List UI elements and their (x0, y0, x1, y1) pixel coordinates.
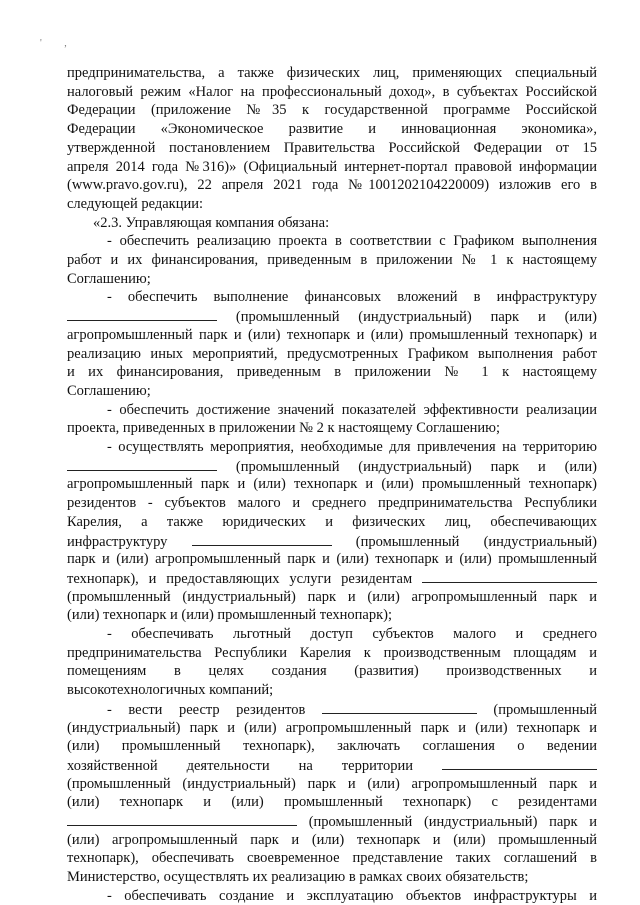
line-text: работ и их финансирования, приведенным в приложении № 1 к настоящему (67, 252, 597, 268)
fill-in-blank (322, 700, 477, 714)
line-text: - осуществлять мероприятия, необходимые для привлечения на территорию (107, 439, 597, 455)
line-text: высокотехнологичных компаний; (67, 682, 274, 699)
text-line (67, 812, 597, 830)
fill-in-blank (67, 307, 217, 321)
scan-marks: ' , (40, 38, 77, 49)
line-text: предпринимательства, а также физических лиц, применяющих специальный (67, 65, 597, 81)
line-text: (или) технопарк и (или) промышленный технопарк); (67, 607, 392, 624)
line-text: (промышленный (индустриальный) парк и (или) (235, 458, 597, 475)
line-text: следующей редакции: (67, 195, 204, 212)
line-text: Федерации (приложение №35 к государственной программе Российской (67, 102, 597, 119)
line-text: - обеспечить реализацию проекта в соответствии с Графиком выполнения (107, 233, 597, 250)
line-text: проекта, приведенных в приложении № 2 к настоящему Соглашению; (67, 420, 501, 437)
line-text: апреля 2014 года №316)» (Официальный интернет-портал правовой информации (67, 158, 597, 175)
text-line (93, 214, 597, 232)
text-line (67, 382, 597, 400)
text-line (67, 793, 597, 811)
line-text: агропромышленный парк и (или) технопарк и (или) промышленный технопарк) (67, 476, 597, 493)
text-line (107, 887, 597, 905)
line-text: агропромышленный парк и (или) технопарк и (или) промышленный технопарк) и (67, 326, 597, 343)
line-text: Федерации «Экономическое развитие и инновационная экономика», (67, 121, 597, 138)
line-text: Соглашению; (67, 382, 151, 399)
line-text: и их финансирования, приведенным в приложении № 1 к настоящему (67, 364, 597, 381)
line-text: (промышленный (493, 701, 597, 718)
line-text: технопарк), и предоставляющих услуги резидентам (67, 570, 413, 587)
text-line (67, 475, 597, 493)
text-line (67, 363, 597, 381)
text-line (67, 644, 597, 662)
text-line (67, 176, 597, 194)
fill-in-blank (192, 532, 332, 546)
fill-in-blank (442, 756, 597, 770)
line-text: (или) технопарк и (или) промышленный технопарк) с резидентами (67, 794, 597, 811)
text-line (67, 120, 597, 138)
text-line (67, 849, 597, 867)
text-line (67, 139, 597, 157)
line-text: реализацию иных мероприятий, предусмотренных Графиком выполнения работ (67, 345, 597, 362)
line-text: (промышленный (индустриальный) парк и (308, 814, 598, 830)
text-line (67, 737, 597, 755)
text-line (67, 326, 597, 344)
text-line (107, 288, 597, 306)
line-text: (или) агропромышленный парк и (или) технопарк и (или) промышленный (67, 831, 597, 848)
text-line (67, 662, 597, 680)
text-line (107, 700, 597, 718)
fill-in-blank (67, 812, 297, 826)
line-text: (промышленный (индустриальный) парк и (или) агропромышленный парк и (67, 775, 597, 792)
line-text: технопарк), обеспечивать своевременное представление таких соглашений в (67, 850, 597, 867)
line-text: (индустриальный) парк и (или) агропромышленный парк и (или) технопарк и (67, 719, 597, 736)
line-text: утвержденной постановлением Правительства Российской Федерации от 15 (67, 139, 597, 156)
text-line (67, 270, 597, 288)
text-line (67, 588, 597, 606)
text-line (67, 868, 597, 886)
line-text: парк и (или) агропромышленный парк и (или) технопарк и (или) промышленный (67, 551, 597, 568)
line-text: Министерство, осуществлять их реализацию в рамках своих обязательств; (67, 869, 529, 886)
line-text: - обеспечить выполнение финансовых вложений в инфраструктуру (107, 289, 597, 306)
line-text: - обеспечить достижение значений показателей эффективности реализации (107, 401, 597, 418)
line-text: (или) промышленный технопарк), заключать соглашения о ведении (67, 738, 597, 755)
line-text: инфраструктуру (67, 533, 168, 550)
fill-in-blank (422, 569, 597, 583)
text-line (67, 419, 597, 437)
line-text: (промышленный (индустриальный) парк и (или) агропромышленный парк и (67, 588, 597, 605)
fill-in-blank (67, 457, 217, 471)
line-text: помещениям в целях создания (развития) производственных и (67, 663, 597, 680)
line-text: резидентов - субъектов малого и среднего предпринимательства Республики (67, 495, 597, 512)
text-line (67, 775, 597, 793)
text-line (107, 625, 597, 643)
line-text: - обеспечивать льготный доступ субъектов малого и среднего (107, 626, 597, 642)
line-text: «2.3. Управляющая компания обязана: (93, 214, 330, 231)
line-text: - вести реестр резидентов (107, 701, 306, 718)
text-line (67, 532, 597, 550)
text-line (67, 831, 597, 849)
text-line (107, 401, 597, 419)
text-line (67, 158, 597, 176)
text-line (67, 307, 597, 325)
text-line (67, 569, 597, 587)
text-line (67, 756, 597, 774)
text-line (107, 438, 597, 456)
line-text: Соглашению; (67, 270, 151, 287)
text-line (67, 550, 597, 568)
line-text: Карелия, а также юридических и физических лиц, обеспечивающих (67, 513, 597, 530)
line-text: предпринимательства Республики Карелия к производственным площадям и (67, 644, 597, 661)
text-line (67, 494, 597, 512)
text-line (67, 251, 597, 269)
text-line (67, 606, 597, 624)
text-line (67, 64, 597, 82)
text-line (67, 345, 597, 363)
line-text: налоговый режим «Налог на профессиональный доход», в субъектах Российской (67, 83, 597, 100)
line-text: (промышленный (индустриальный) парк и (или) (235, 309, 597, 326)
text-line (67, 101, 597, 119)
line-text: хозяйственной деятельности на территории (67, 757, 413, 774)
line-text: (www.pravo.gov.ru), 22 апреля 2021 года №1001202104220009) изложив его в (67, 177, 597, 194)
text-line (67, 513, 597, 531)
text-line (67, 719, 597, 737)
line-text: (промышленный (индустриальный) (355, 533, 598, 550)
line-text: - обеспечивать создание и эксплуатацию объектов инфраструктуры и (107, 887, 597, 904)
text-line (67, 195, 597, 213)
text-line (67, 457, 597, 475)
text-line (67, 83, 597, 101)
text-line (107, 232, 597, 250)
text-line (67, 681, 597, 699)
